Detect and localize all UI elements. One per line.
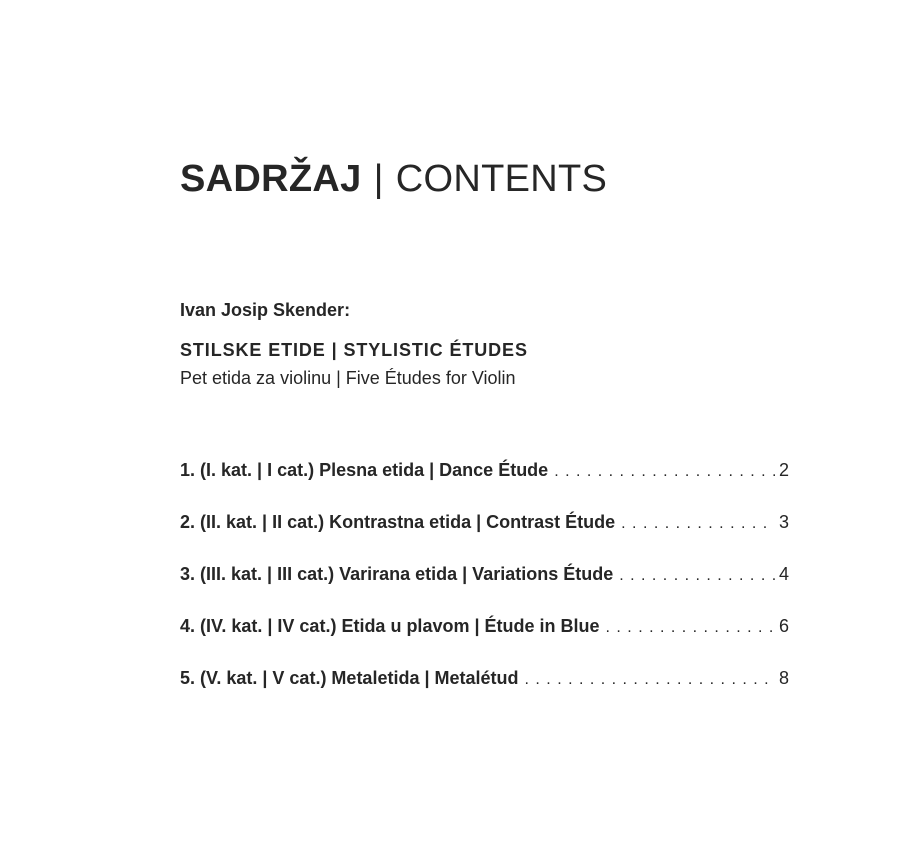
toc-entry-page: 6 bbox=[778, 616, 789, 636]
toc-entry[interactable] bbox=[180, 509, 789, 535]
toc-entry-title: 4. (IV. kat. | IV cat.) Etida u plavom | Étude in Blue bbox=[180, 616, 600, 636]
toc-entry[interactable] bbox=[180, 665, 789, 691]
page-title-light: CONTENTS bbox=[395, 158, 608, 200]
toc-entry-title: 2. (II. kat. | II cat.) Kontrastna etida | Contrast Étude bbox=[180, 512, 616, 532]
toc-dot-leader bbox=[606, 615, 775, 641]
page-title-separator: | bbox=[373, 158, 384, 200]
toc-dot-leader bbox=[525, 667, 775, 693]
toc-dot-leader bbox=[621, 511, 775, 537]
toc-entry-page: 3 bbox=[778, 512, 789, 532]
work-subtitle: Pet etida za violinu | Five Études for Violin bbox=[180, 368, 516, 388]
toc-dot-leader bbox=[619, 563, 775, 589]
work-title: STILSKE ETIDE | STYLISTIC ÉTUDES bbox=[180, 340, 528, 360]
page-title bbox=[180, 156, 607, 202]
author-name: Ivan Josip Skender: bbox=[180, 300, 351, 320]
toc-entry-page: 4 bbox=[778, 564, 789, 584]
toc-entry[interactable] bbox=[180, 561, 789, 587]
toc-entry-page: 2 bbox=[778, 460, 789, 480]
toc-entry-title: 1. (I. kat. | I cat.) Plesna etida | Dance Étude bbox=[180, 460, 549, 480]
toc-dot-leader bbox=[554, 459, 775, 485]
toc-entry[interactable] bbox=[180, 613, 789, 639]
toc-entry-title: 5. (V. kat. | V cat.) Metaletida | Metalétud bbox=[180, 668, 519, 688]
table-of-contents bbox=[180, 457, 789, 717]
page-title-bold: SADRŽAJ bbox=[180, 158, 362, 200]
toc-entry-page: 8 bbox=[778, 668, 789, 688]
toc-entry[interactable] bbox=[180, 457, 789, 483]
toc-entry-title: 3. (III. kat. | III cat.) Varirana etida | Variations Étude bbox=[180, 564, 614, 584]
